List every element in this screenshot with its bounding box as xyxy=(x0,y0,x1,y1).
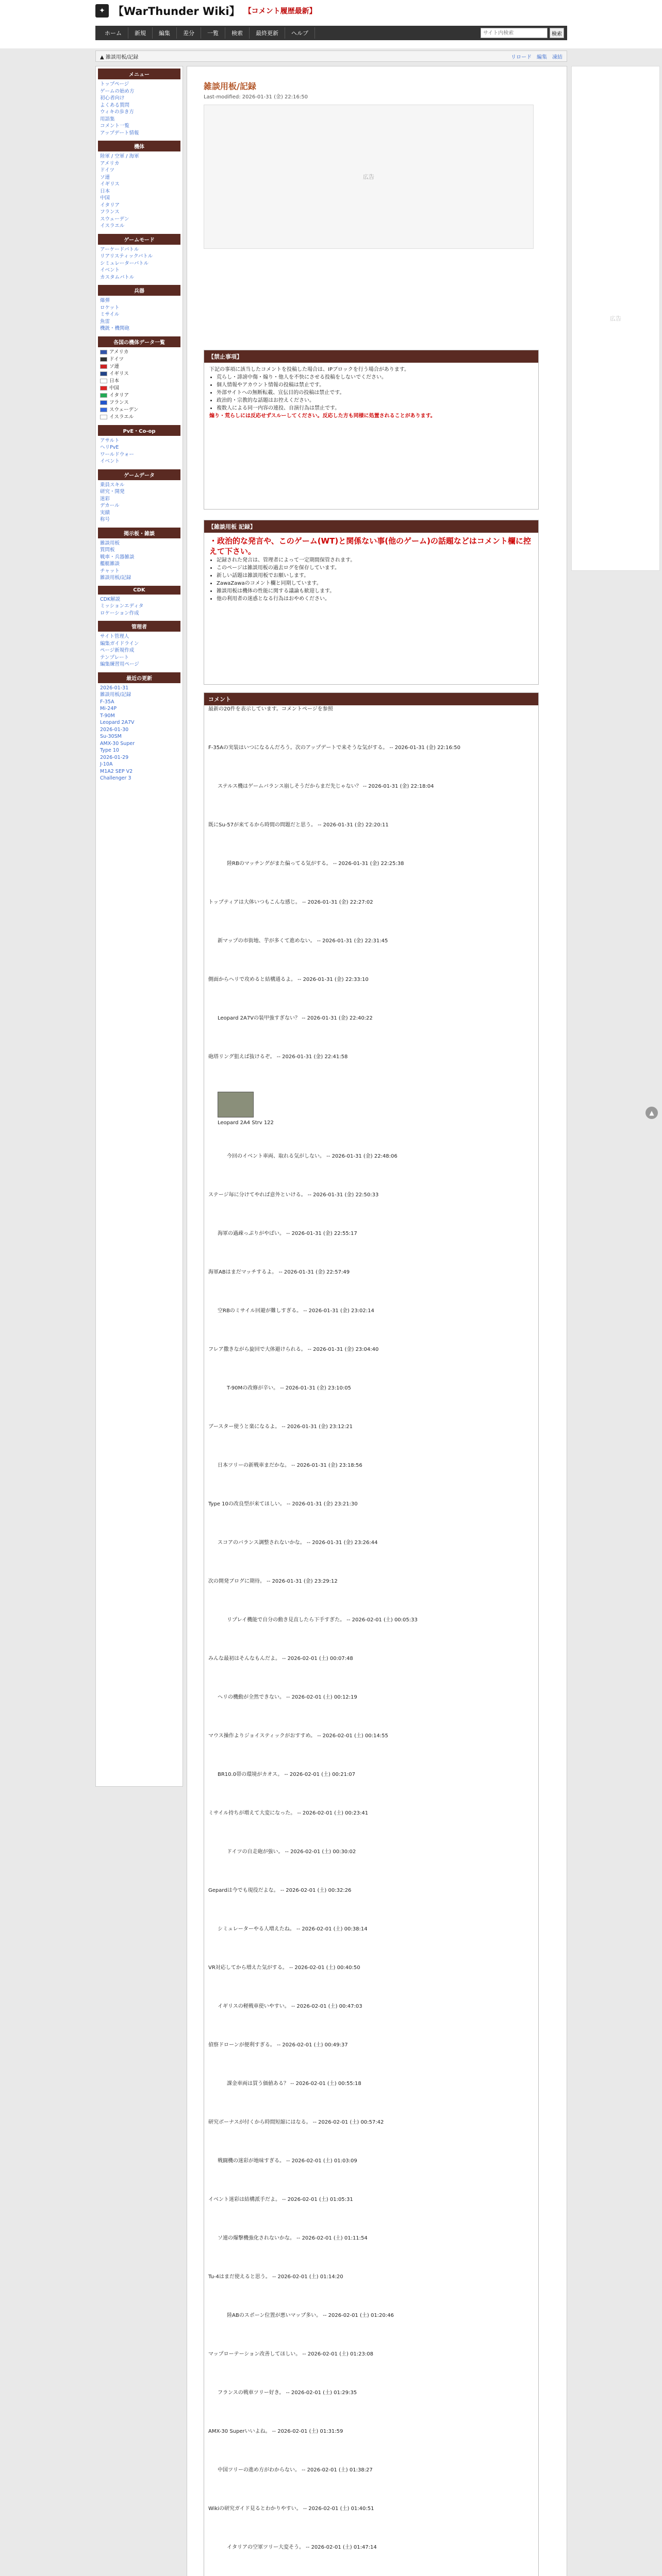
sidebar-item-label: 中国 xyxy=(109,385,120,391)
sidebar-item[interactable]: M1A2 SEP V2 xyxy=(100,768,133,774)
comment-row: AMX-30 Superいいよね。 -- 2026-02-01 (土) 01:31:59 xyxy=(208,2429,343,2434)
nav-search[interactable]: 検索 xyxy=(225,27,250,39)
image-caption: Leopard 2A4 Strv 122 xyxy=(218,1120,274,1126)
sidebar-section-head: 掲示板・雑談 xyxy=(98,528,180,538)
sidebar-item[interactable]: テンプレート xyxy=(100,654,129,660)
rules-list xyxy=(209,556,533,603)
notice-panel xyxy=(204,350,539,510)
comment-row: 中国ツリーの進め方がわからない。 -- 2026-02-01 (土) 01:38:27 xyxy=(218,2467,373,2473)
comment-row: みんな最初はそんなもんだよ。 -- 2026-02-01 (土) 00:07:48 xyxy=(208,1656,353,1662)
comment-list xyxy=(204,705,538,2576)
sidebar-item[interactable]: Leopard 2A7V xyxy=(100,720,135,725)
notice-warning: 煽り・荒らしには反応せずスルーしてください。反応した方も同様に処置されることがあります。 xyxy=(209,413,436,419)
notice-body xyxy=(204,363,538,423)
sidebar-section xyxy=(98,141,180,230)
sidebar-section-head: メニュー xyxy=(98,69,180,79)
sidebar-section xyxy=(98,672,180,782)
rules-item: • 雑談用板は機体の性能に関する議論も歓迎します。 xyxy=(217,587,533,595)
notice-item: • 外部サイトへの無断転載、宣伝目的の投稿は禁止です。 xyxy=(217,389,533,397)
sidebar-item[interactable]: シミュレーターバトル xyxy=(100,260,149,266)
sidebar-item[interactable]: 編集練習用ページ xyxy=(100,662,139,667)
comment-row: Wikiの研究ガイド見るとわかりやすい。 -- 2026-02-01 (土) 01:40:51 xyxy=(208,2506,374,2512)
notice-intro: 下記の事項に該当したコメントを投稿した場合は、IPブロックを行う場合があります。 xyxy=(209,367,409,372)
comment-row: VR対応してから増えた気がする。 -- 2026-02-01 (土) 00:40:50 xyxy=(208,1965,360,1971)
sidebar-item[interactable]: アップデート情報 xyxy=(100,130,139,136)
sidebar-section-head: 各国の機体データ一覧 xyxy=(98,336,180,347)
comment-row: 研究ボーナスが付くから時間短縮にはなる。 -- 2026-02-01 (土) 00:57:42 xyxy=(208,2120,384,2125)
site-header xyxy=(0,0,662,60)
rules-item: • 新しい話題は雑談用板でお願いします。 xyxy=(217,572,533,580)
nav-new[interactable]: 新規 xyxy=(128,27,153,39)
sidebar-item[interactable]: アサルト xyxy=(100,437,120,444)
sidebar-item[interactable]: アメリカ xyxy=(100,160,120,166)
comment-row: 既にSu-57が来てるから時間の問題だと思う。 -- 2026-01-31 (金) 22:20:11 xyxy=(208,822,389,828)
page-tools xyxy=(511,53,562,60)
sidebar-item[interactable]: Mi-24P xyxy=(100,706,117,711)
sidebar-item[interactable] xyxy=(98,378,180,385)
sidebar-item[interactable]: 質問板 xyxy=(100,547,115,553)
arrow-up-icon: ▲ xyxy=(649,1109,654,1116)
nav-home[interactable]: ホーム xyxy=(98,27,128,39)
comment-row: フランスの戦車ツリー好き。 -- 2026-02-01 (土) 01:29:35 xyxy=(218,2390,357,2396)
comment-row: イギリスの軽戦車使いやすい。 -- 2026-02-01 (土) 00:47:03 xyxy=(218,2004,362,2009)
sidebar-item[interactable]: Challenger 3 xyxy=(100,775,131,781)
sidebar-item[interactable]: 称号 xyxy=(100,517,110,522)
sidebar-section xyxy=(98,528,180,582)
freeze-link[interactable]: 凍結 xyxy=(552,54,562,60)
comment-row: Leopard 2A7Vの装甲強すぎない？ -- 2026-01-31 (金) 22:40:22 xyxy=(218,1015,373,1021)
sidebar-item-label: ソ連 xyxy=(109,363,120,369)
sidebar-item[interactable]: イタリア xyxy=(100,202,120,208)
sidebar-item[interactable]: ロケーション作成 xyxy=(100,610,139,616)
sidebar-item-label: スウェーデン xyxy=(109,406,139,413)
flag-icon xyxy=(100,364,107,369)
sidebar-item[interactable]: 雑談用板/記録 xyxy=(100,692,131,698)
sidebar-item[interactable]: 研究・開発 xyxy=(100,489,125,495)
sidebar-item-label: イギリス xyxy=(109,370,129,377)
sidebar-item[interactable]: サイト管理人 xyxy=(100,634,129,639)
sidebar-item[interactable]: T-90M xyxy=(100,713,115,719)
comment-row: 砲塔リング狙えば抜けるぞ。 -- 2026-01-31 (金) 22:41:58 xyxy=(208,1054,348,1060)
flag-icon xyxy=(100,393,107,398)
sidebar-item[interactable]: ロケット xyxy=(100,304,120,311)
comment-row: シミュレーターやる人増えたね。 -- 2026-02-01 (土) 00:38:14 xyxy=(218,1926,368,1932)
sidebar-item[interactable]: 機銃・機関砲 xyxy=(100,326,130,331)
rules-item: • 他の利用者の迷惑となる行為はおやめください。 xyxy=(217,595,533,603)
site-title[interactable]: 【WarThunder Wiki】 xyxy=(113,5,240,18)
sidebar-section xyxy=(98,425,180,465)
sidebar-item[interactable] xyxy=(98,370,180,378)
sidebar-item[interactable]: イベント xyxy=(100,459,120,464)
comment-row: T-90Mの改修が辛い。 -- 2026-01-31 (金) 23:10:05 xyxy=(227,1385,351,1391)
sidebar-item[interactable] xyxy=(98,356,180,363)
comment-row: 海軍ABはまだマッチするよ。 -- 2026-01-31 (金) 22:57:49 xyxy=(208,1269,350,1275)
sidebar-item[interactable]: CDK解説 xyxy=(100,596,121,602)
sidebar-item[interactable]: 戦車・兵器雑談 xyxy=(100,554,135,560)
notice-item: • 政治的・宗教的な話題はお控えください。 xyxy=(217,397,533,404)
comment-row: ステージ毎に分けてやれば意外といける。 -- 2026-01-31 (金) 22:50:33 xyxy=(208,1192,379,1198)
comment-row: リプレイ機能で自分の動き見直したら下手すぎた。 -- 2026-02-01 (土) 00:05:33 xyxy=(227,1617,418,1623)
rules-item: • ZawaZawaのコメント欄と同期しています。 xyxy=(217,580,533,587)
sidebar-item[interactable]: ヘリPvE xyxy=(100,445,119,450)
sidebar-item[interactable] xyxy=(98,414,180,421)
sidebar-section xyxy=(98,69,180,137)
sidebar-item[interactable]: ワールドウォー xyxy=(100,451,134,457)
sidebar-item[interactable]: 陸軍 / 空軍 / 海軍 xyxy=(100,154,139,159)
ad-banner[interactable] xyxy=(204,105,534,249)
sidebar-item[interactable]: 日本 xyxy=(100,188,110,194)
sidebar-item-label: フランス xyxy=(109,399,129,405)
sidebar-section-head: ゲームモード xyxy=(98,234,180,245)
comment-page-link[interactable]: 最新の20件を表示しています。コメントページを参照 xyxy=(208,706,333,712)
comment-row: マップローテーション改善してほしい。 -- 2026-02-01 (土) 01:23:08 xyxy=(208,2351,373,2357)
sidebar-item[interactable]: ミサイル xyxy=(100,312,120,317)
sidebar-item[interactable]: カスタムバトル xyxy=(100,274,135,280)
sidebar-item[interactable]: F-35A xyxy=(100,699,114,705)
comment-row: スコアのバランス調整されないかな。 -- 2026-01-31 (金) 23:26:44 xyxy=(218,1540,378,1546)
comment-row: ブースター使うと楽になるよ。 -- 2026-01-31 (金) 23:12:21 xyxy=(208,1424,353,1430)
sidebar-section-head: ゲームデータ xyxy=(98,469,180,480)
sidebar-section-head: PvE・Co-op xyxy=(98,425,180,436)
comment-row: 側面からヘリで攻めると結構通るよ。 -- 2026-01-31 (金) 22:33:10 xyxy=(208,977,369,982)
site-subtitle[interactable]: 【コメント履歴最新】 xyxy=(244,7,317,15)
sidebar-section xyxy=(98,586,180,617)
comment-row: ミサイル持ちが増えて大変になった。 -- 2026-02-01 (土) 00:23:41 xyxy=(208,1810,369,1816)
nav-recent[interactable]: 最終更新 xyxy=(250,27,285,39)
comment-row: ステルス機はゲームバランス崩しそうだからまだ先じゃない？ -- 2026-01-31 (金) 22:18:04 xyxy=(218,784,434,789)
sidebar-item[interactable]: デカール xyxy=(100,503,120,509)
sidebar-item[interactable]: 初心者向け xyxy=(100,95,125,101)
sidebar-item[interactable]: ゲームの始め方 xyxy=(100,88,135,94)
sidebar-item-label: ドイツ xyxy=(109,356,124,362)
sidebar-item[interactable]: ミッションエディタ xyxy=(100,603,144,609)
navbar xyxy=(95,26,567,40)
sidebar-item[interactable]: スウェーデン xyxy=(100,216,129,222)
sidebar-item[interactable] xyxy=(98,399,180,406)
sidebar-item[interactable]: ウィキの歩き方 xyxy=(100,109,134,115)
sidebar-section xyxy=(98,621,180,668)
sidebar-item[interactable]: フランス xyxy=(100,209,120,215)
sidebar-item-label: アメリカ xyxy=(109,349,129,355)
side-ad[interactable] xyxy=(571,66,660,571)
sidebar-item[interactable]: ソ連 xyxy=(100,174,110,180)
sidebar-item[interactable] xyxy=(98,363,180,370)
nav-edit[interactable]: 編集 xyxy=(153,27,177,39)
sidebar-item[interactable]: 爆弾 xyxy=(100,298,110,303)
comment-row: Tu-4はまだ使えると思う。 -- 2026-02-01 (土) 01:14:20 xyxy=(208,2274,343,2280)
comment-row: 海軍の過疎っぷりがやばい。 -- 2026-01-31 (金) 22:55:17 xyxy=(218,1231,357,1236)
sidebar-item[interactable]: アーケードバトル xyxy=(100,246,139,252)
comment-row: BR10.0帯の環境がカオス。 -- 2026-02-01 (土) 00:21:07 xyxy=(218,1772,356,1777)
comment-row: 戦闘機の迷彩が地味すぎる。 -- 2026-02-01 (土) 01:03:09 xyxy=(218,2158,357,2164)
comment-row: マウス操作よりジョイスティックがおすすめ。 -- 2026-02-01 (土) 00:14:55 xyxy=(208,1733,388,1739)
search-input[interactable] xyxy=(481,28,548,38)
sidebar-section xyxy=(98,469,180,523)
sidebar-item-label: イスラエル xyxy=(109,414,134,420)
sidebar-item[interactable]: 雑談用板 xyxy=(100,540,120,546)
sidebar-item[interactable]: 2026-01-29 xyxy=(100,754,129,760)
comment-row: トップティアは大体いつもこんな感じ。 -- 2026-01-31 (金) 22:27:02 xyxy=(208,900,373,905)
rules-big-warning: ・政治的な発言や、このゲーム(WT)と関係ない事(他のゲーム)の話題などはコメント欄に控えて下さい。 xyxy=(209,536,531,556)
brand[interactable] xyxy=(95,3,317,19)
comment-row: Gepardは今でも現役だよな。 -- 2026-02-01 (土) 00:32:26 xyxy=(208,1888,352,1893)
sidebar-item[interactable]: ドイツ xyxy=(100,167,115,173)
sidebar-item[interactable]: 艦艇雑談 xyxy=(100,561,120,567)
comment-row: 陸RBのマッチングがまた偏ってる気がする。 -- 2026-01-31 (金) 22:25:38 xyxy=(227,861,404,867)
breadcrumb-path[interactable]: ▲ 雑談用板/記録 xyxy=(100,54,139,60)
comment-row: 新マップの市街地、芋が多くて進めない。 -- 2026-01-31 (金) 22:31:45 xyxy=(218,938,388,944)
breadcrumb xyxy=(95,50,567,62)
sidebar-item[interactable]: チャット xyxy=(100,568,120,574)
sidebar-section-head: 兵器 xyxy=(98,285,180,296)
main-content xyxy=(187,66,567,2576)
comment-row: ソ連の爆撃機強化されないかな。 -- 2026-02-01 (土) 01:11:54 xyxy=(218,2235,368,2241)
notice-item: • 荒らし・誹謗中傷・煽り・他人を不快にさせる投稿をしないでください。 xyxy=(217,374,533,381)
sidebar-section-head: CDK xyxy=(98,586,180,595)
sidebar-item[interactable]: Su-30SM xyxy=(100,734,122,739)
site-search xyxy=(481,28,564,38)
sidebar-item[interactable]: 編集ガイドライン xyxy=(100,640,139,647)
sidebar-item[interactable]: トップページ xyxy=(100,81,129,87)
sidebar-section xyxy=(98,336,180,421)
last-modified: Last-modified: 2026-01-31 (金) 22:16:50 xyxy=(204,94,308,100)
sidebar-item[interactable]: 雑談用板/記録 xyxy=(100,575,131,581)
comment-row: イベント迷彩は結構派手だよ。 -- 2026-02-01 (土) 01:05:31 xyxy=(208,2197,353,2202)
sidebar-item[interactable]: Type 10 xyxy=(100,748,119,753)
side-ad-label: 広告 xyxy=(610,315,621,322)
rules-body xyxy=(204,533,538,606)
sidebar-section xyxy=(98,234,180,281)
flag-icon xyxy=(100,415,107,419)
comment-row: 今回のイベント車両、取れる気がしない。 -- 2026-01-31 (金) 22:48:06 xyxy=(227,1154,398,1159)
ad-label: 広告 xyxy=(363,174,374,180)
sidebar-item[interactable] xyxy=(98,349,180,356)
sidebar-item[interactable]: 用語集 xyxy=(100,116,115,122)
sidebar-item[interactable]: ページ新規作成 xyxy=(100,648,135,653)
sidebar-item[interactable]: J-10A xyxy=(100,761,113,767)
sidebar-item[interactable] xyxy=(98,392,180,399)
sidebar-item[interactable]: 実績 xyxy=(100,510,110,516)
rules-item: • 記録された発言は、管理者によって一定期間保管されます。 xyxy=(217,556,533,564)
comment-row: 日本ツリーの新戦車まだかな。 -- 2026-01-31 (金) 23:18:56 xyxy=(218,1463,362,1468)
comment-row: 課金車両は買う価値ある？ -- 2026-02-01 (土) 00:55:18 xyxy=(227,2081,361,2087)
search-button[interactable]: 検索 xyxy=(550,28,564,38)
sidebar-item[interactable]: 乗員スキル xyxy=(100,482,125,488)
comment-row: フレア撒きながら旋回で大体避けられる。 -- 2026-01-31 (金) 23:04:40 xyxy=(208,1347,379,1352)
flag-icon xyxy=(100,400,107,405)
sidebar-item[interactable] xyxy=(98,385,180,392)
sidebar-item[interactable]: 迷彩 xyxy=(100,496,110,502)
sidebar-item[interactable]: イスラエル xyxy=(100,223,125,229)
flag-icon xyxy=(100,350,107,354)
comment-head: コメント xyxy=(204,693,538,705)
sidebar-item-label: イタリア xyxy=(109,392,129,398)
comment-row: ドイツの自走砲が強い。 -- 2026-02-01 (土) 00:30:02 xyxy=(227,1849,356,1855)
sidebar-section xyxy=(98,285,180,332)
flag-icon xyxy=(100,357,107,362)
sidebar-item[interactable]: イギリス xyxy=(100,181,120,187)
comment-panel xyxy=(204,692,539,2576)
nav-help[interactable]: ヘルプ xyxy=(285,27,315,39)
comment-row: ヘリの機動が全然できない。 -- 2026-02-01 (土) 00:12:19 xyxy=(218,1694,357,1700)
comment-row: 偵察ドローンが便利すぎる。 -- 2026-02-01 (土) 00:49:37 xyxy=(208,2042,348,2048)
sidebar-item[interactable]: コメント一覧 xyxy=(100,123,130,129)
flag-icon xyxy=(100,371,107,376)
sidebar-item[interactable]: イベント xyxy=(100,267,120,273)
flag-icon xyxy=(100,379,107,383)
nav-diff[interactable]: 差分 xyxy=(177,27,201,39)
notice-head: 【禁止事項】 xyxy=(204,350,538,363)
comment-row: 空RBのミサイル回避が難しすぎる。 -- 2026-01-31 (金) 23:02:14 xyxy=(218,1308,374,1314)
flag-icon xyxy=(100,386,107,391)
comment-row: F-35Aの実装はいつになるんだろう。次のアップデートで来そうな気がする。 -- 2026-01-31 (金) 22:16:50 xyxy=(208,745,460,751)
rules-item: • このページは雑談用板の過去ログを保存しています。 xyxy=(217,564,533,572)
nav-list[interactable]: 一覧 xyxy=(201,27,225,39)
sidebar-section-head: 管理者 xyxy=(98,621,180,632)
reload-link[interactable]: リロード xyxy=(511,54,532,60)
comment-row: 次の開発ブログに期待。 -- 2026-01-31 (金) 23:29:12 xyxy=(208,1579,338,1584)
sidebar-item[interactable]: 中国 xyxy=(100,195,110,201)
sidebar-item[interactable]: 2026-01-30 xyxy=(100,726,129,733)
sidebar-item-label: 日本 xyxy=(109,378,120,384)
notice-list xyxy=(209,374,533,412)
comment-image[interactable] xyxy=(218,1092,254,1117)
sidebar-item[interactable] xyxy=(98,406,180,414)
comment-row: Type 10の改良型が来てほしい。 -- 2026-01-31 (金) 23:21:30 xyxy=(208,1501,358,1507)
flag-icon xyxy=(100,408,107,412)
sidebar xyxy=(95,66,183,1787)
notice-item: • 個人情報やアカウント情報の投稿は禁止です。 xyxy=(217,381,533,389)
wt-logo-icon: ✦ xyxy=(95,4,109,18)
sidebar-section-head: 機体 xyxy=(98,141,180,151)
sidebar-item[interactable]: 魚雷 xyxy=(100,318,110,325)
comment-row: 陸ABのスポーン位置が悪いマップ多い。 -- 2026-02-01 (土) 01:20:46 xyxy=(227,2313,394,2318)
sidebar-item[interactable]: リアリスティックバトル xyxy=(100,253,153,259)
edit-link[interactable]: 編集 xyxy=(537,54,547,60)
scroll-top-button[interactable] xyxy=(646,1107,658,1119)
rules-panel xyxy=(204,520,539,685)
page-title: 雑談用板/記録 xyxy=(204,81,256,91)
sidebar-section-head: 最近の更新 xyxy=(98,672,180,683)
notice-item: • 複数人による同一内容の連投、自演行為は禁止です。 xyxy=(217,404,533,412)
sidebar-item[interactable]: 2026-01-31 xyxy=(100,685,129,691)
sidebar-item[interactable]: よくある質問 xyxy=(100,102,130,108)
sidebar-item[interactable]: AMX-30 Super xyxy=(100,740,135,747)
comment-row: イタリアの空軍ツリー大変そう。 -- 2026-02-01 (土) 01:47:14 xyxy=(227,2545,377,2550)
rules-head: 【雑談用板 記録】 xyxy=(204,520,538,533)
